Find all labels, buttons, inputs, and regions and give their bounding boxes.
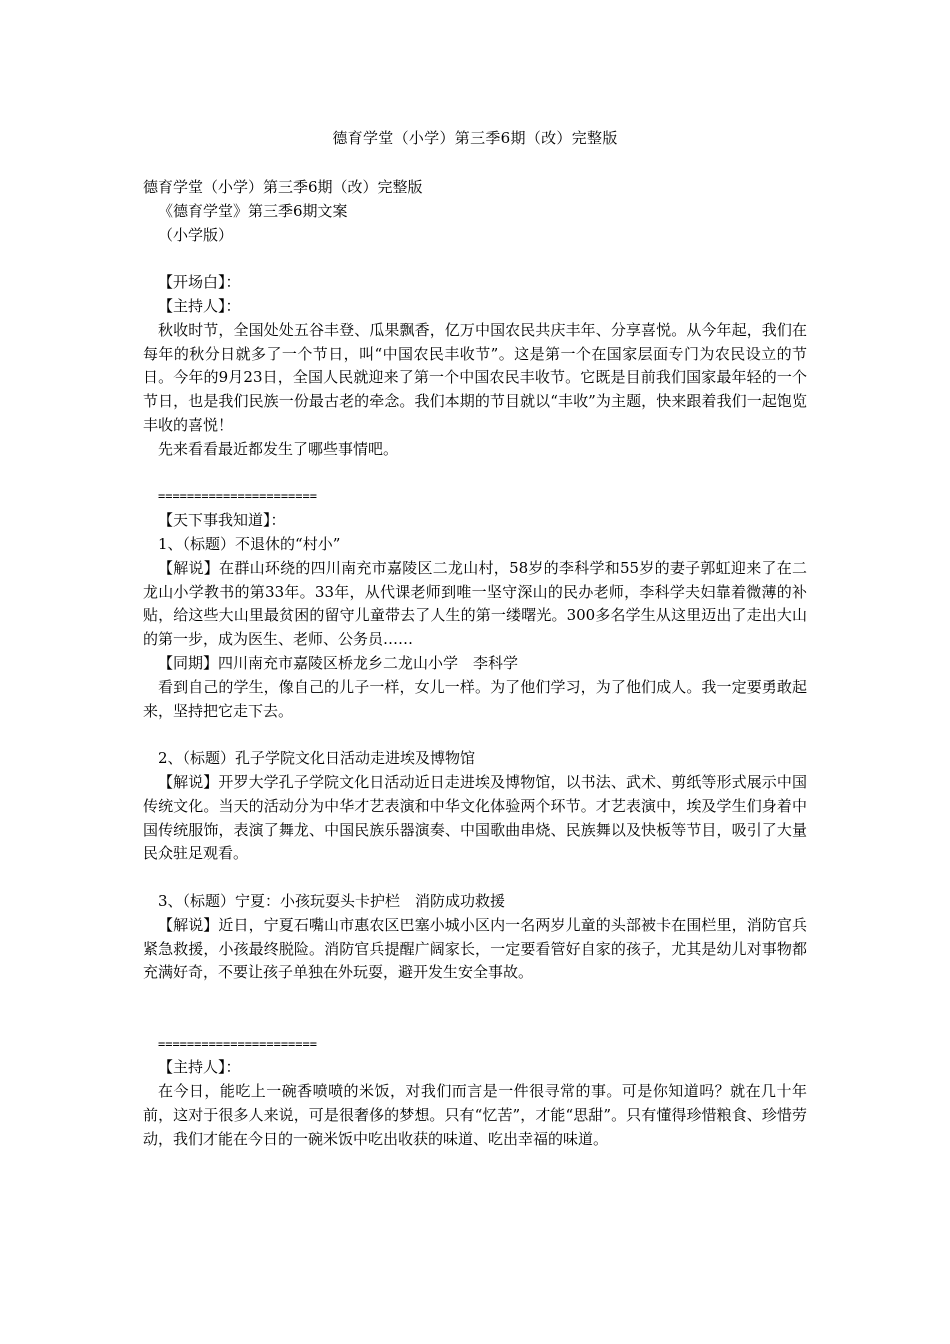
opening-transition: 先来看看最近都发生了哪些事情吧。	[158, 439, 399, 458]
news-item-2-commentary: 【解说】开罗大学孔子学院文化日活动近日走进埃及博物馆，以书法、武术、剪纸等形式展示中国传统文化。当天的活动分为中华才艺表演和中华文化体验两个环节。才艺表演中，埃及学生们身着中国传统服饰，表演了舞龙、中国民族乐器演奏、中国歌曲串烧、民族舞以及快板等节目，吸引了大量民众驻足观看。	[143, 772, 807, 863]
opening-paragraph: 秋收时节，全国处处五谷丰登、瓜果飘香，亿万中国农民共庆丰年、分享喜悦。从今年起，我们在每年的秋分日就多了一个节日，叫“中国农民丰收节”。这是第一个在国家层面专门为农民设立的节日。今年的9月23日，全国人民就迎来了第一个中国农民丰收节。它既是目前我们国家最年轻的一个节日，也是我们民族一份最古老的牵念。我们本期的节目就以“丰收”为主题，快来跟着我们一起饱览丰收的喜悦！	[143, 320, 807, 434]
news-item-3-title: 3、（标题）宁夏：小孩玩耍头卡护栏 消防成功救援	[158, 891, 506, 910]
spacer	[143, 723, 807, 747]
spacer	[143, 866, 807, 890]
page-title: 德育学堂（小学）第三季6期（改）完整版	[332, 129, 618, 147]
spacer	[143, 985, 807, 1033]
news-item-1-title: 1、（标题）不退休的“村小”	[158, 534, 341, 553]
document-edition: （小学版）	[158, 225, 234, 244]
news-item-1-commentary: 【解说】在群山环绕的四川南充市嘉陵区二龙山村，58岁的李科学和55岁的妻子郭虹迎来了在二龙山小学教书的第33年。33年，从代课老师到唯一坚守深山的民办老师，李科学夫妇靠着微薄的补贴，给这些大山里最贫困的留守儿童带去了人生的第一缕曙光。300多名学生从这里迈出了走出大山的第一步，成为医生、老师、公务员……	[143, 558, 807, 649]
opening-host-label: 【主持人】：	[158, 296, 241, 315]
news-item-3-commentary: 【解说】近日，宁夏石嘴山市惠农区巴塞小城小区内一名两岁儿童的头部被卡在围栏里，消防官兵紧急救援，小孩最终脱险。消防官兵提醒广阔家长，一定要看管好自家的孩子，尤其是幼儿对事物都充满好奇，不要让孩子单独在外玩耍，避开发生安全事故。	[143, 915, 807, 982]
news-label: 【天下事我知道】：	[158, 511, 286, 530]
spacer	[143, 247, 807, 271]
section-separator: ======================	[158, 489, 317, 504]
document-subtitle: 《德育学堂》第三季6期文案	[158, 201, 348, 220]
document-heading: 德育学堂（小学）第三季6期（改）完整版	[143, 178, 423, 196]
document-body	[143, 176, 807, 1152]
closing-host-label: 【主持人】：	[158, 1058, 241, 1077]
opening-label: 【开场白】：	[158, 273, 241, 292]
section-separator-2: ======================	[158, 1036, 317, 1051]
news-item-2-title: 2、（标题）孔子学院文化日活动走进埃及博物馆	[158, 749, 476, 768]
closing-paragraph: 在今日，能吃上一碗香喷喷的米饭，对我们而言是一件很寻常的事。可是你知道吗？就在几十年前，这对于很多人来说，可是很奢侈的梦想。只有“忆苦”，才能“思甜”。只有懂得珍惜粮食、珍惜劳动，我们才能在今日的一碗米饭中吃出收获的味道、吃出幸福的味道。	[143, 1082, 807, 1148]
news-item-1-sync-text: 看到自己的学生，像自己的儿子一样，女儿一样。为了他们学习，为了他们成人。我一定要勇敢起来，坚持把它走下去。	[143, 677, 807, 720]
news-item-1-sync-label: 【同期】四川南充市嘉陵区桥龙乡二龙山小学 李科学	[158, 653, 519, 672]
spacer	[143, 462, 807, 486]
